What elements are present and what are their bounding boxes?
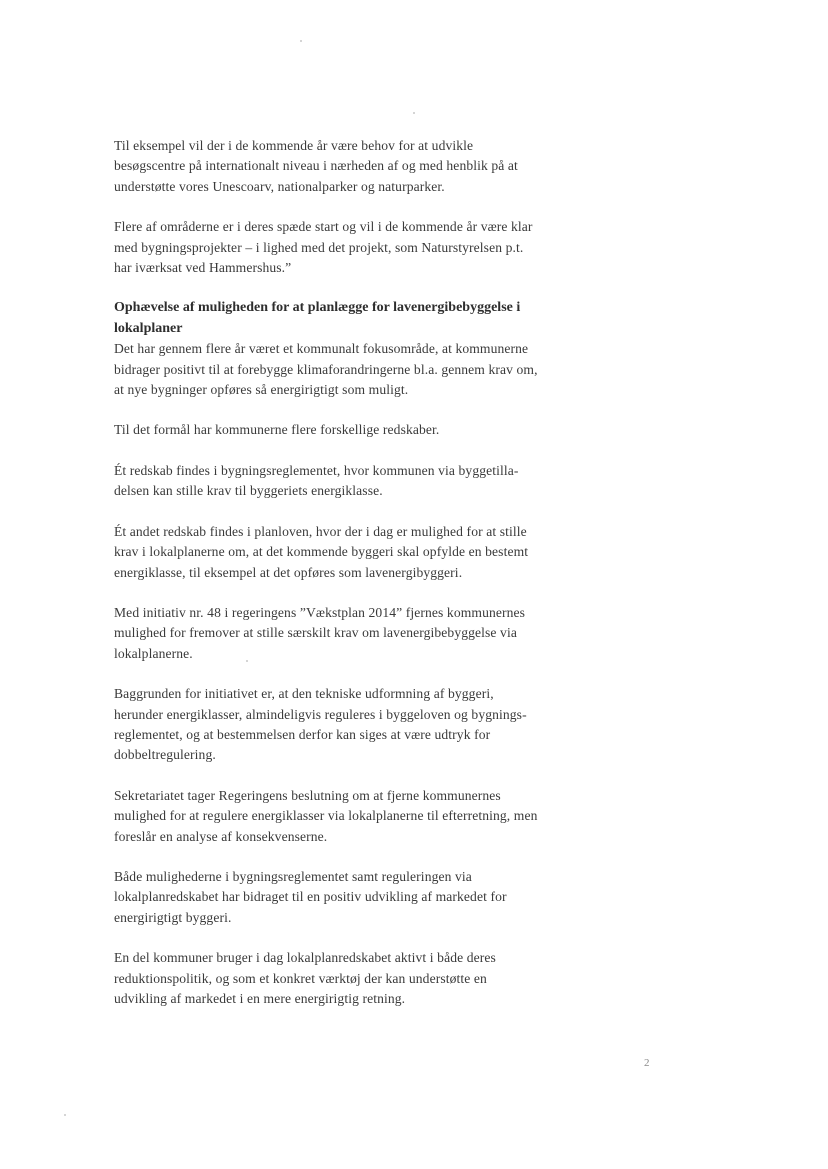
scan-speck <box>246 660 248 662</box>
paragraph <box>114 603 609 664</box>
paragraph-line: Baggrunden for initiativet er, at den tekniske udformning af byggeri, <box>114 686 494 702</box>
paragraph-line: udvikling af markedet i en mere energirigtig retning. <box>114 991 406 1006</box>
paragraph-line: En del kommuner bruger i dag lokalplanredskabet aktivt i både deres <box>114 950 496 966</box>
intro-section <box>114 136 609 278</box>
paragraph-line: reglementet, og at bestemmelsen derfor kan siges at være udtryk for <box>114 726 491 742</box>
paragraph-line: mulighed for fremover at stille særskilt krav om lavenergibebyggelse via <box>114 625 517 641</box>
paragraph <box>114 786 609 847</box>
paragraph-line: Til det formål har kommunerne flere forskellige redskaber. <box>114 422 440 438</box>
paragraph-line: herunder energiklasser, almindeligvis reguleres i byggeloven og bygnings- <box>114 706 527 722</box>
document-page <box>114 136 609 1029</box>
page-number: 2 <box>644 1057 650 1069</box>
paragraph-line: Med initiativ nr. 48 i regeringens ”Vækstplan 2014” fjernes kommunernes <box>114 604 526 620</box>
paragraph <box>114 684 609 766</box>
paragraph-line: Til eksempel vil der i de kommende år være behov for at udvikle <box>114 138 474 153</box>
paragraph-line: krav i lokalplanerne om, at det kommende byggeri skal opfylde en bestemt <box>114 544 529 560</box>
paragraph <box>114 522 609 583</box>
paragraph <box>114 217 609 278</box>
paragraph-line: foreslår en analyse af konsekvenserne. <box>114 828 328 844</box>
scan-speck <box>64 1114 66 1116</box>
paragraph-line: lokalplanerne. <box>114 645 193 661</box>
paragraph <box>114 948 609 1009</box>
heading-line: lokalplaner <box>114 320 183 336</box>
paragraph-line: energirigtigt byggeri. <box>114 909 232 925</box>
paragraph-line: Ét redskab findes i bygningsreglementet, hvor kommunen via byggetilla- <box>114 462 519 478</box>
paragraph-line: bidrager positivt til at forebygge klimaforandringerne bl.a. gennem krav om, <box>114 361 538 377</box>
paragraph-line: mulighed for at regulere energiklasser via lokalplanerne til efterretning, men <box>114 808 538 824</box>
paragraph-line: med bygningsprojekter – i lighed med det projekt, som Naturstyrelsen p.t. <box>114 239 524 255</box>
paragraph-line: energiklasse, til eksempel at det opføres som lavenergibyggeri. <box>114 564 463 580</box>
paragraph-line: understøtte vores Unescoarv, nationalparker og naturparker. <box>114 178 445 194</box>
paragraph-line: delsen kan stille krav til byggeriets energiklasse. <box>114 483 383 499</box>
paragraph-line: Det har gennem flere år været et kommunalt fokusområde, at kommunerne <box>114 341 529 357</box>
section-body <box>114 339 609 1009</box>
paragraph-line: Flere af områderne er i deres spæde start og vil i de kommende år være klar <box>114 219 533 235</box>
paragraph <box>114 867 609 928</box>
scan-speck <box>413 112 415 114</box>
paragraph-line: lokalplanredskabet har bidraget til en positiv udvikling af markedet for <box>114 889 507 905</box>
paragraph-line: at nye bygninger opføres så energirigtigt som muligt. <box>114 382 409 398</box>
paragraph-line: har iværksat ved Hammershus.” <box>114 260 292 276</box>
paragraph-line: reduktionspolitik, og som et konkret værktøj der kan understøtte en <box>114 970 487 986</box>
paragraph-line: besøgscentre på internationalt niveau i nærheden af og med henblik på at <box>114 158 518 174</box>
heading-line: Ophævelse af muligheden for at planlægge for lavenergibebyggelse i <box>114 300 521 316</box>
paragraph-line: Sekretariatet tager Regeringens beslutning om at fjerne kommunernes <box>114 787 501 803</box>
scan-speck <box>300 40 302 42</box>
paragraph-line: Ét andet redskab findes i planloven, hvor der i dag er mulighed for at stille <box>114 523 527 539</box>
paragraph <box>114 339 609 400</box>
paragraph <box>114 461 609 502</box>
paragraph-line: dobbeltregulering. <box>114 747 216 763</box>
paragraph <box>114 136 609 197</box>
section-heading-text <box>114 298 609 339</box>
section-heading <box>114 298 609 339</box>
paragraph-line: Både mulighederne i bygningsreglementet samt reguleringen via <box>114 868 472 884</box>
paragraph <box>114 420 609 440</box>
